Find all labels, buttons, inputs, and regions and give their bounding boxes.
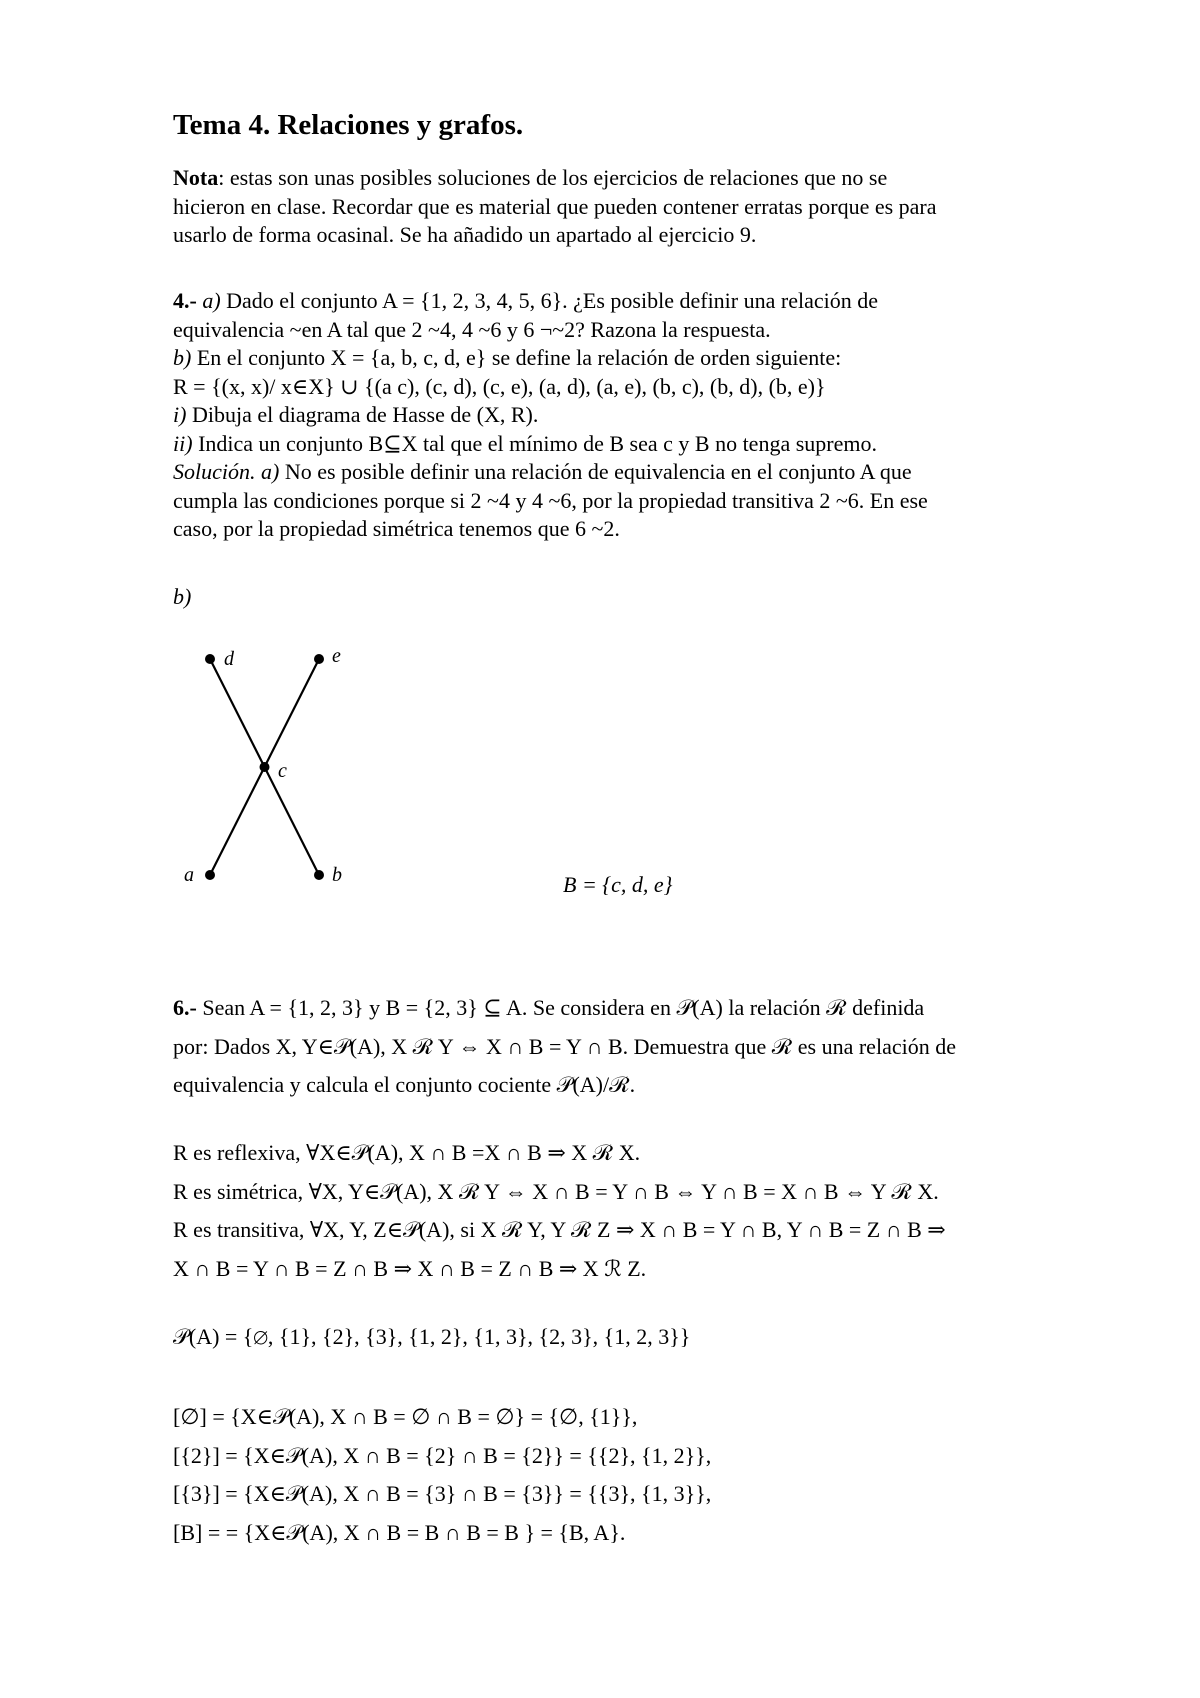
hasse-label-b: b — [332, 864, 342, 885]
note-line: hicieron en clase. Recordar que es material que pueden contener erratas porque es para — [173, 193, 937, 219]
ex4-line: b) En el conjunto X = {a, b, c, d, e} se define la relación de orden siguiente: — [173, 345, 842, 370]
exercise-6 — [173, 989, 1053, 1105]
class-line: [B] = = {X∈𝒫(A), X ∩ B = B ∩ B = B } = {B, A}. — [173, 1519, 626, 1545]
ex6-line: 6.- Sean A = {1, 2, 3} y B = {2, 3} ⊆ A. Se considera en 𝒫(A) la relación ℛ definida — [173, 995, 925, 1020]
ex6-powerset: 𝒫(A) = {∅, {1}, {2}, {3}, {1, 2}, {1, 3}, {2, 3}, {1, 2, 3}} — [173, 1324, 691, 1349]
hasse-node-d — [205, 654, 215, 664]
ex6-number: 6.- — [173, 995, 197, 1020]
exercise-4 — [173, 287, 1053, 544]
note-label: Nota — [173, 165, 219, 190]
hasse-node-e — [314, 654, 324, 664]
note-line: usarlo de forma ocasinal. Se ha añadido un apartado al ejercicio 9. — [173, 222, 757, 247]
property-line: X ∩ B = Y ∩ B = Z ∩ B ⇒ X ∩ B = Z ∩ B ⇒ X ℛ Z. — [173, 1255, 647, 1281]
hasse-label-a: a — [184, 864, 194, 885]
ex6-classes — [173, 1398, 1053, 1552]
hasse-label-d: d — [224, 648, 234, 670]
ex4-line: equivalencia ~en A tal que 2 ~4, 4 ~6 y 6 ¬~2? Razona la respuesta. — [173, 316, 771, 342]
ex6-properties — [173, 1134, 1053, 1288]
ex4-line: ii) Indica un conjunto B⊆X tal que el mínimo de B sea c y B no tenga supremo. — [173, 430, 877, 456]
hasse-node-b — [314, 870, 324, 880]
hasse-svg — [180, 635, 360, 885]
ex4-line: caso, por la propiedad simétrica tenemos que 6 ~2. — [173, 516, 620, 541]
ex4-number: 4.- — [173, 288, 197, 313]
hasse-label-e: e — [332, 645, 341, 667]
class-line: [{3}] = {X∈𝒫(A), X ∩ B = {3} ∩ B = {3}} = {{3}, {1, 3}}, — [173, 1481, 712, 1506]
hasse-diagram — [180, 635, 360, 885]
property-line: R es reflexiva, ∀X∈𝒫(A), X ∩ B =X ∩ B ⇒ X ℛ X. — [173, 1140, 641, 1165]
b-set-answer: B = {c, d, e} — [563, 872, 673, 897]
property-line: R es simétrica, ∀X, Y∈𝒫(A), X ℛ Y ⇔ X ∩ B = Y ∩ B ⇔ Y ∩ B = X ∩ B ⇔ Y ℛ X. — [173, 1178, 939, 1204]
class-line: [{2}] = {X∈𝒫(A), X ∩ B = {2} ∩ B = {2}} = {{2}, {1, 2}}, — [173, 1442, 712, 1468]
ex4-relation: R = {(x, x)/ x∈X} ∪ {(a c), (c, d), (c, e), (a, d), (a, e), (b, c), (b, d), (b, e)} — [173, 373, 826, 399]
note-paragraph — [173, 164, 1053, 250]
ex6-line: por: Dados X, Y∈𝒫(A), X ℛ Y ⇔ X ∩ B = Y ∩ B. Demuestra que ℛ es una relación de — [173, 1033, 956, 1059]
hasse-label-c: c — [278, 760, 287, 782]
ex4-line: i) Dibuja el diagrama de Hasse de (X, R). — [173, 402, 539, 427]
hasse-node-c — [260, 762, 270, 772]
ex4-line: cumpla las condiciones porque si 2 ~4 y 4 ~6, por la propiedad transitiva 2 ~6. En ese — [173, 487, 928, 513]
ex4-solution: Solución. a) No es posible definir una relación de equivalencia en el conjunto A que — [173, 459, 912, 484]
ex6-line: equivalencia y calcula el conjunto cociente 𝒫(A)/ℛ. — [173, 1072, 636, 1097]
ex4-b-label: b) — [173, 584, 192, 609]
class-line: [∅] = {X∈𝒫(A), X ∩ B = ∅ ∩ B = ∅} = {∅, {1}}, — [173, 1404, 638, 1429]
ex4-line: 4.- a) Dado el conjunto A = {1, 2, 3, 4, 5, 6}. ¿Es posible definir una relación de — [173, 288, 878, 313]
note-line: Nota: estas son unas posibles soluciones de los ejercicios de relaciones que no se — [173, 165, 888, 190]
property-line: R es transitiva, ∀X, Y, Z∈𝒫(A), si X ℛ Y, Y ℛ Z ⇒ X ∩ B = Y ∩ B, Y ∩ B = Z ∩ B ⇒ — [173, 1217, 946, 1242]
page-title: Tema 4. Relaciones y grafos. — [173, 109, 524, 141]
hasse-node-a — [205, 870, 215, 880]
